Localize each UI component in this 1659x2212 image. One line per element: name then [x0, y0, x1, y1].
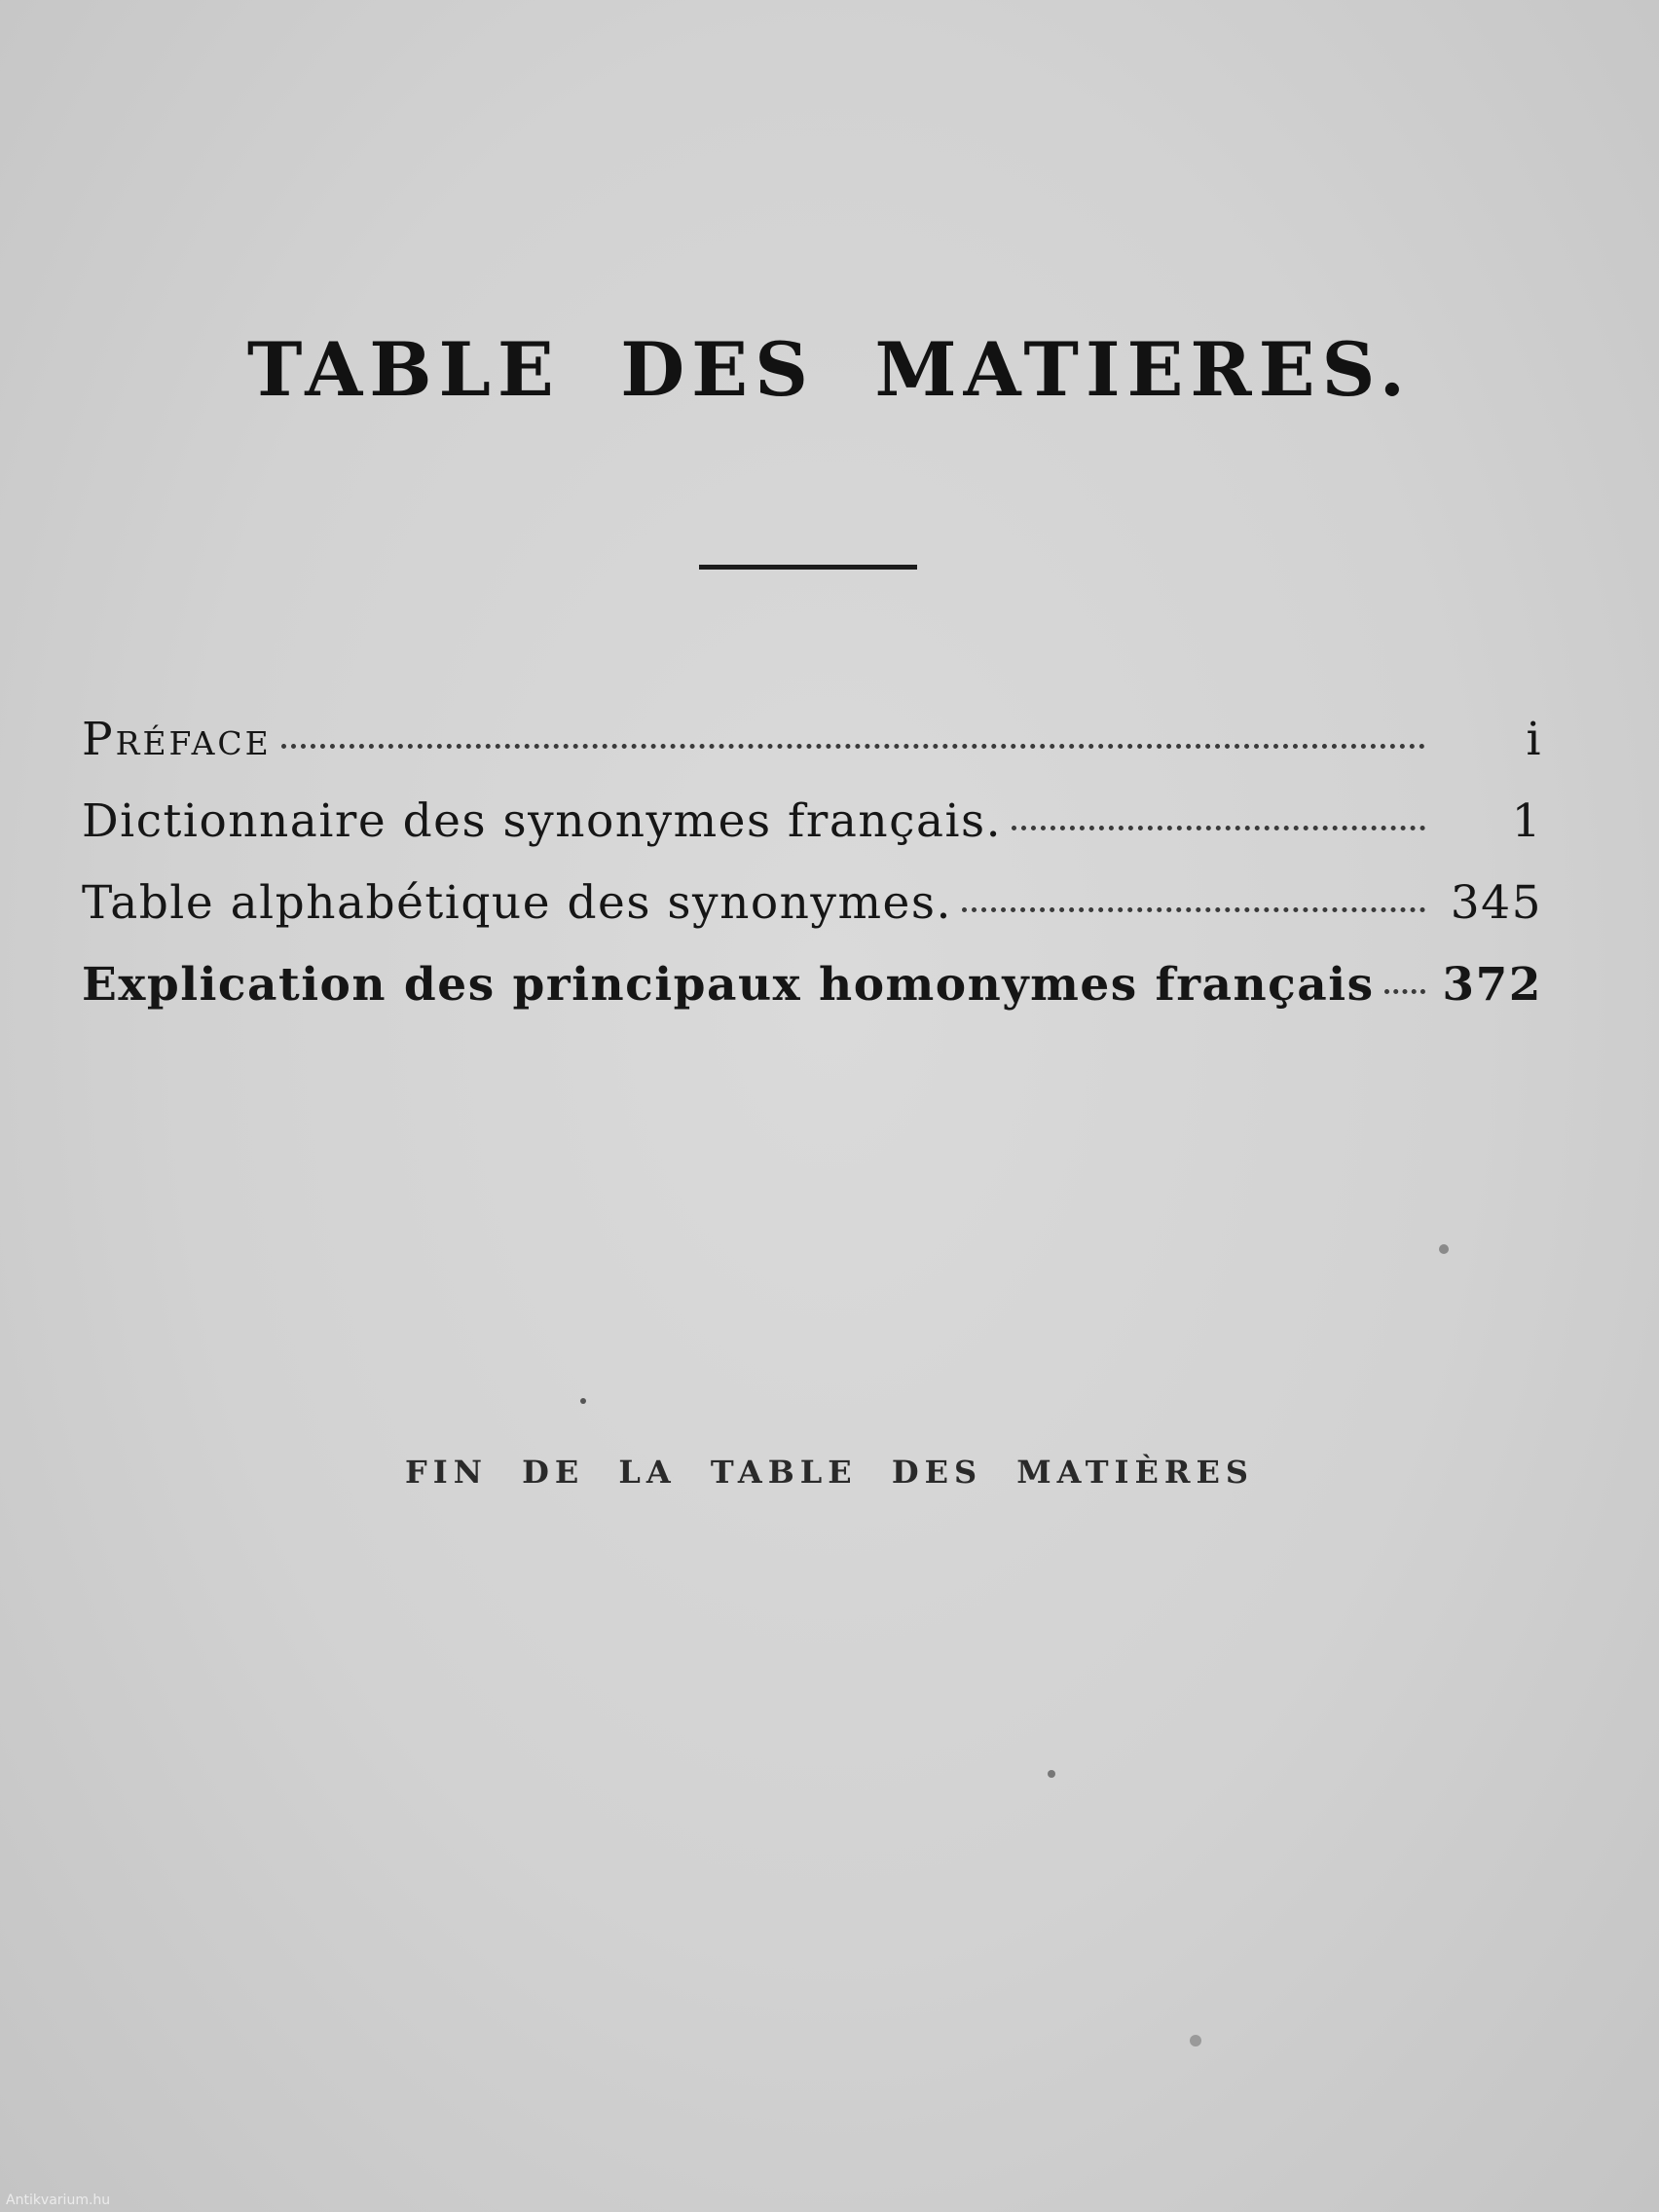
title-rule	[699, 565, 917, 570]
dot-leader	[1012, 826, 1425, 830]
paper-speck	[1439, 1244, 1449, 1254]
toc-entry-label: Explication des principaux homonymes français	[82, 958, 1375, 1012]
toc-entry-label: Dictionnaire des synonymes français.	[82, 794, 1003, 848]
toc-entry-dictionnaire	[82, 794, 1542, 876]
toc-entry-page: 345	[1450, 876, 1542, 930]
toc-entry-page: i	[1526, 713, 1542, 766]
toc-entry-table-alphabetique	[82, 876, 1542, 958]
toc-entry-page: 372	[1442, 958, 1542, 1012]
paper-speck	[1190, 2035, 1201, 2046]
page-title: TABLE DES MATIERES.	[246, 326, 1413, 413]
toc-entry-label: Table alphabétique des synonymes.	[82, 876, 952, 930]
toc-entry-explication	[82, 958, 1542, 1040]
watermark: Antikvarium.hu	[6, 2193, 111, 2208]
dot-leader	[1384, 989, 1425, 994]
dot-leader	[962, 907, 1425, 912]
table-of-contents	[82, 713, 1542, 1040]
toc-entry-preface	[82, 713, 1542, 794]
end-note: FIN DE LA TABLE DES MATIÈRES	[405, 1454, 1254, 1491]
toc-entry-label: Préface	[82, 713, 272, 766]
dot-leader	[281, 744, 1425, 749]
toc-entry-page: 1	[1511, 794, 1542, 848]
paper-speck	[580, 1398, 586, 1404]
paper-speck	[1048, 1770, 1055, 1778]
